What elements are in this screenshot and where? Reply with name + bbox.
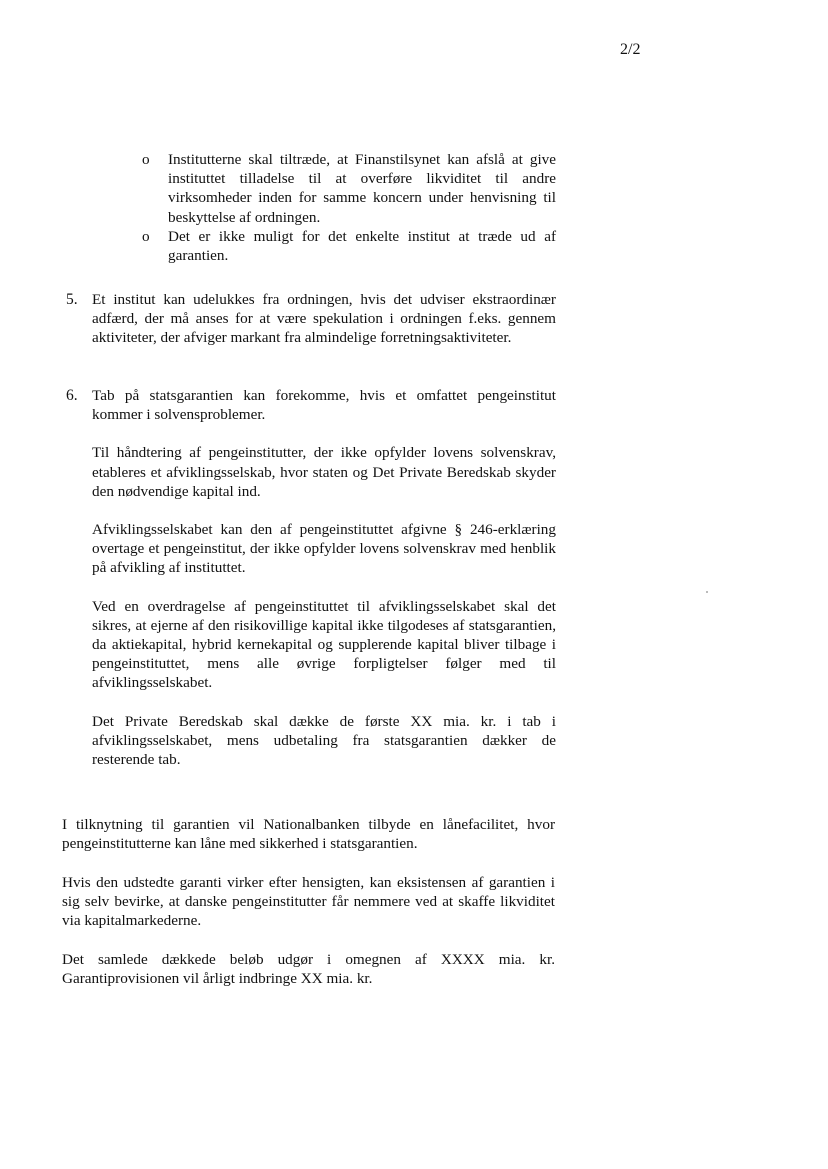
scan-speck	[706, 591, 708, 593]
item-paragraph: Afviklingsselskabet kan den af pengeinstituttet afgivne § 246-erklæring overtage et pengeinstitut, der ikke opfylder lovens solvenskrav med henblik på afvikling af instituttet.	[92, 521, 556, 577]
page-number: 2/2	[620, 41, 641, 58]
sub-bullet-item	[142, 150, 556, 227]
item-text: Et institut kan udelukkes fra ordningen, hvis det udviser ekstraordinær adfærd, der må anses for at være spekulation i ordningen f.eks. gennem aktiviteter, der afviger markant fra almindelige forretningsaktiviteter.	[92, 291, 556, 347]
sub-bullet-item	[142, 227, 556, 265]
closing-paragraph: Hvis den udstedte garanti virker efter hensigten, kan eksistensen af garantien i sig selv bevirke, at danske pengeinstitutter får nemmere ved at skaffe likviditet via kapitalmarkederne.	[62, 874, 555, 930]
sub-bullet-list	[142, 150, 556, 265]
circle-bullet-icon: o	[142, 227, 150, 245]
item-paragraph: Til håndtering af pengeinstitutter, der ikke opfylder lovens solvenskrav, etableres et afviklingsselskab, hvor staten og Det Private Beredskab skyder den nødvendige kapital ind.	[92, 444, 556, 500]
closing-paragraph: I tilknytning til garantien vil Nationalbanken tilbyde en lånefacilitet, hvor pengeinstitutterne kan låne med sikkerhed i statsgarantien.	[62, 816, 555, 853]
sub-bullet-text: Det er ikke muligt for det enkelte institut at træde ud af garantien.	[168, 227, 556, 265]
item-body	[92, 386, 556, 769]
numbered-item-5	[66, 290, 556, 348]
item-paragraph: Det Private Beredskab skal dække de første XX mia. kr. i tab i afviklingsselskabet, mens udbetaling fra statsgarantien dækker de resterende tab.	[92, 712, 556, 769]
item-paragraph: Tab på statsgarantien kan forekomme, hvis et omfattet pengeinstitut kommer i solvensproblemer.	[92, 387, 556, 424]
numbered-item-6	[66, 386, 556, 769]
circle-bullet-icon: o	[142, 151, 150, 168]
item-number: 6.	[66, 387, 78, 404]
closing-paragraph: Det samlede dækkede beløb udgør i omegnen af XXXX mia. kr. Garantiprovisionen vil årligt indbringe XX mia. kr.	[62, 951, 555, 988]
sub-bullet-text: Institutterne skal tiltræde, at Finanstilsynet kan afslå at give instituttet tilladelse til at overføre likviditet til andre virksomheder inden for samme koncern under henvisning til beskyttelse af ordningen.	[168, 151, 556, 226]
item-number: 5.	[66, 291, 78, 308]
item-paragraph: Ved en overdragelse af pengeinstituttet til afviklingsselskabet skal det sikres, at ejerne af den risikovillige kapital ikke tilgodeses af statsgarantien, da aktiekapital, hybrid kernekapital og supplerende kapital bliver tilbage i pengeinstituttet, mens alle øvrige forpligtelser følger med til afviklingsselskabet.	[92, 597, 556, 692]
